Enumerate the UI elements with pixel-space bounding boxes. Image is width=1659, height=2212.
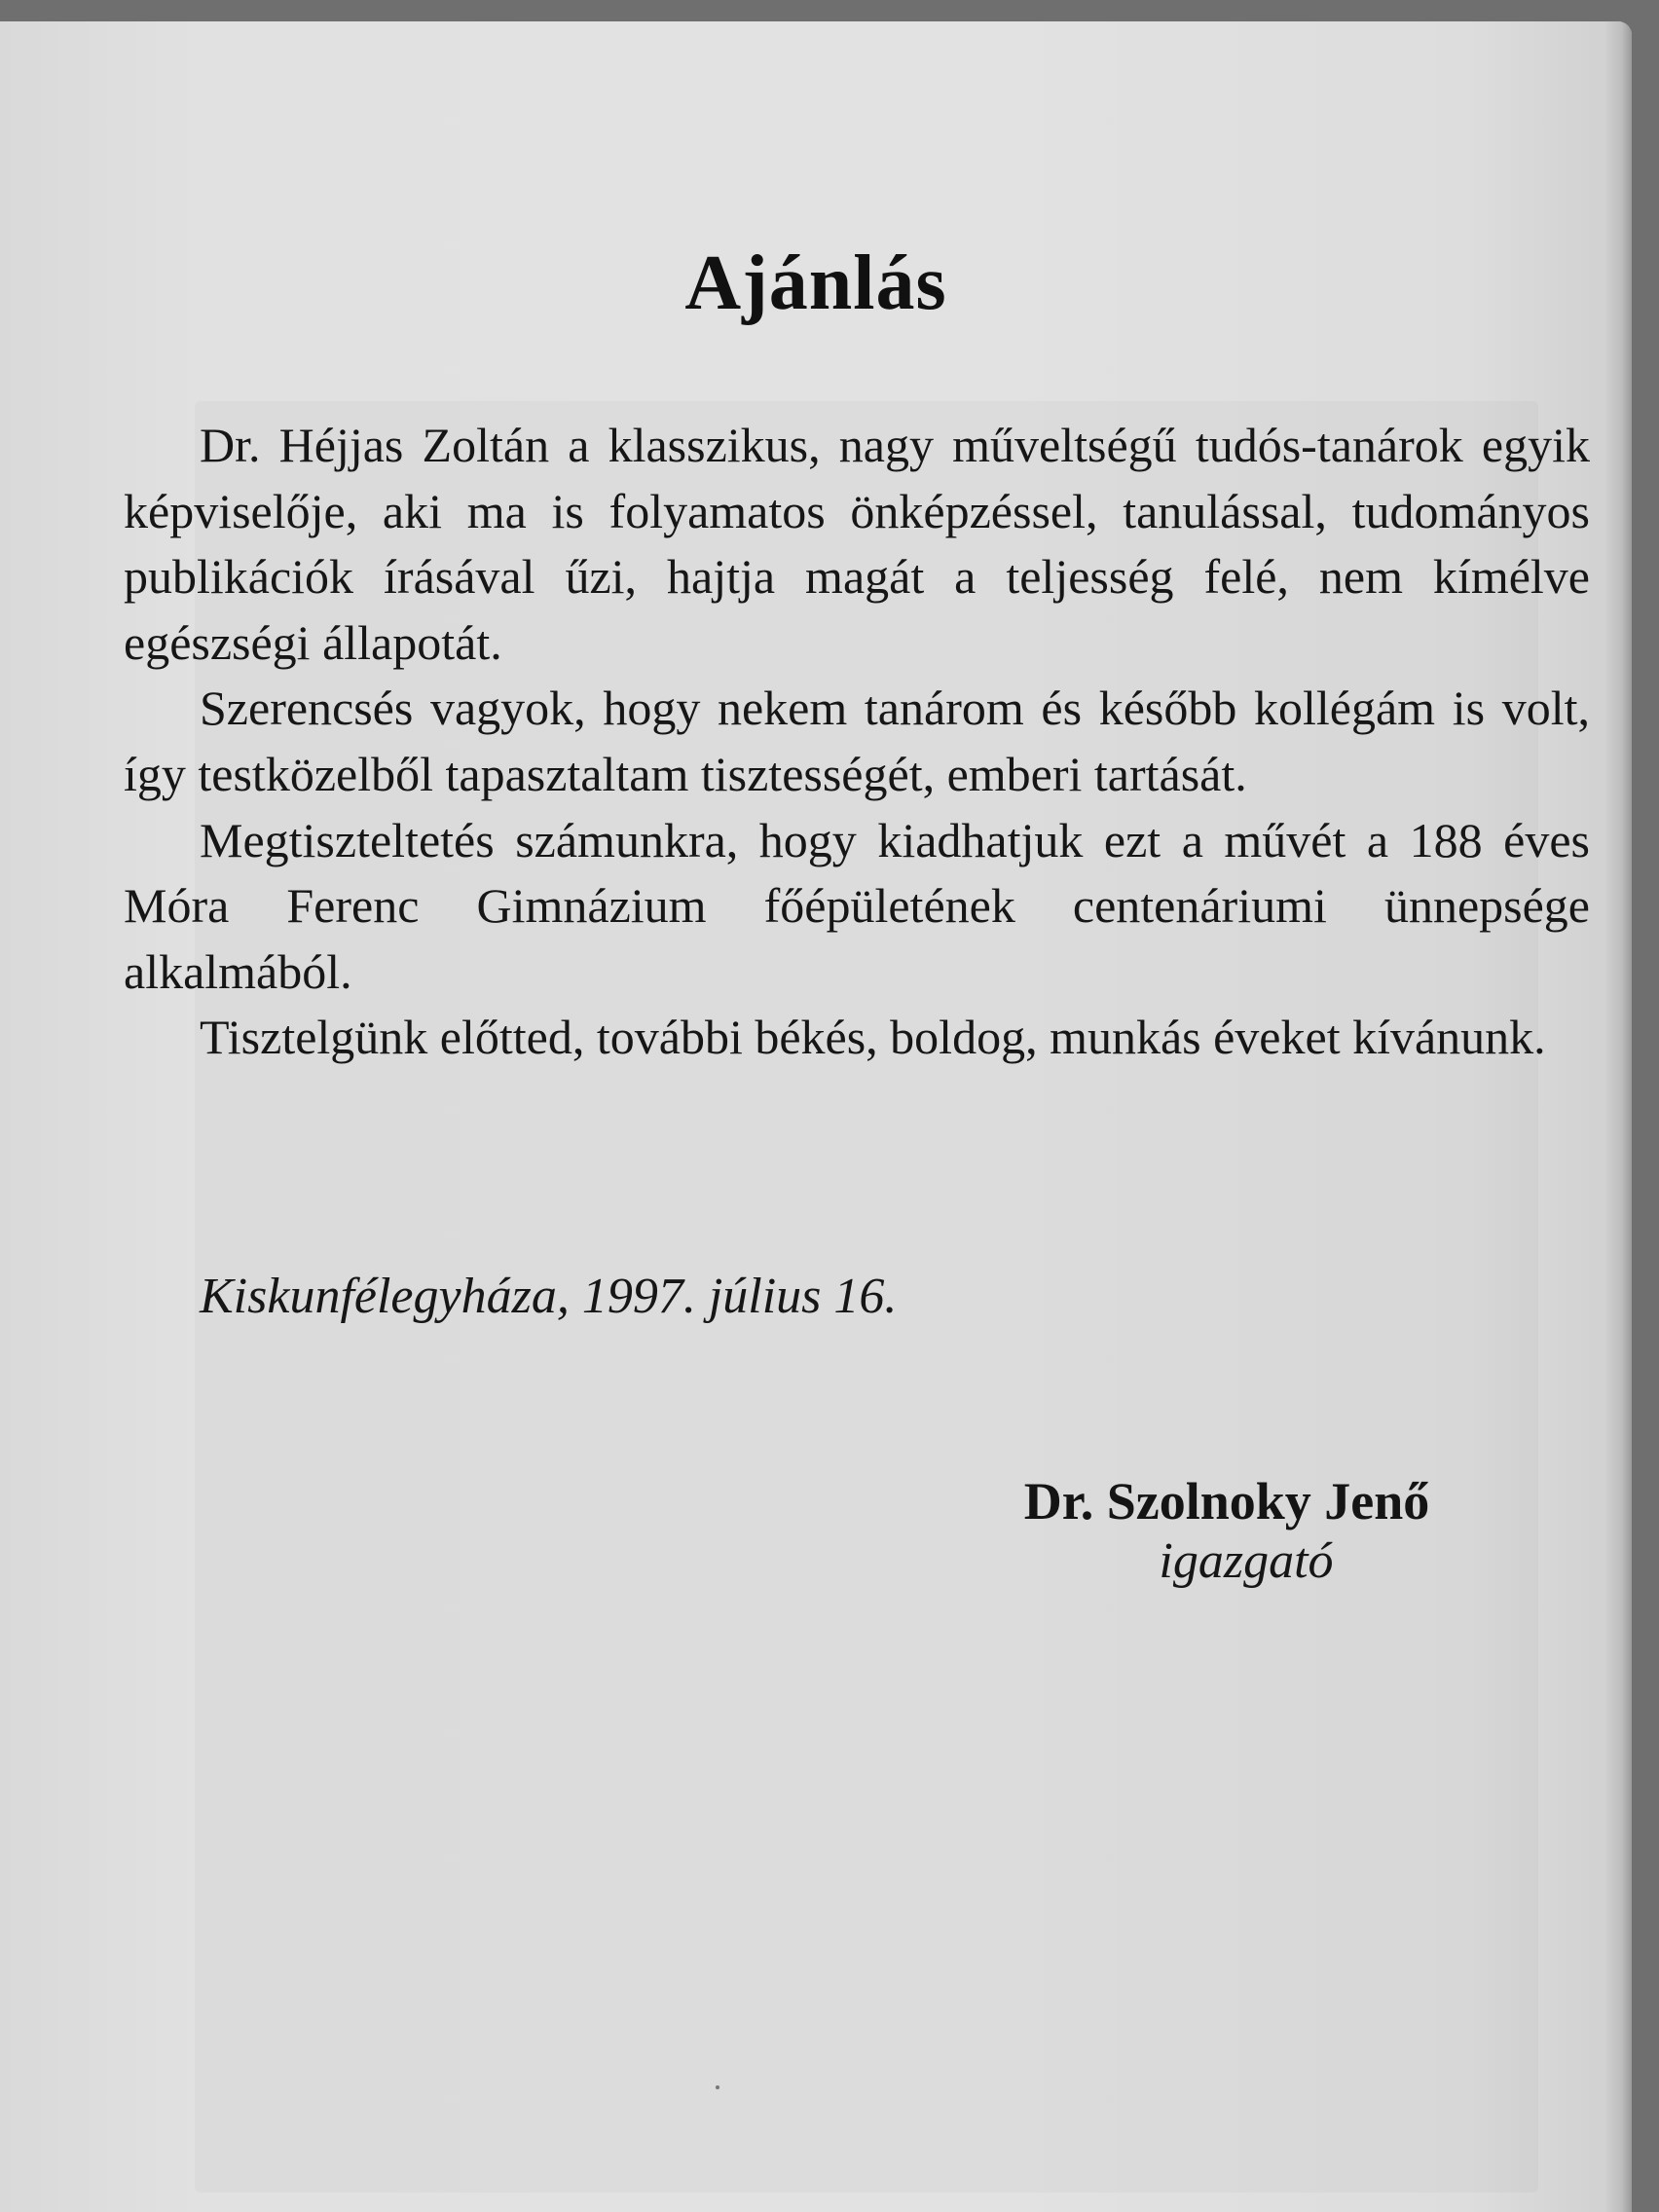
paragraph: Megtiszteltetés számunkra, hogy kiadhatjuk ezt a művét a 188 éves Móra Ferenc Gimnázium főépületének centenáriumi ünnepsége alkalmából. bbox=[124, 812, 1590, 999]
signer-name: Dr. Szolnoky Jenő bbox=[1023, 1472, 1430, 1530]
paragraph: Tisztelgünk előtted, további békés, boldog, munkás éveket kívánunk. bbox=[200, 1010, 1546, 1065]
recommendation-text bbox=[124, 413, 1590, 1071]
page-edge bbox=[1606, 21, 1632, 2212]
paragraph: Szerencsés vagyok, hogy nekem tanárom és később kollégám is volt, így testközelből tapasztaltam tisztességét, emberi tartását. bbox=[124, 681, 1590, 801]
place-and-date: Kiskunfélegyháza, 1997. július 16. bbox=[200, 1269, 898, 1324]
book-page bbox=[0, 21, 1632, 2212]
page-mark bbox=[716, 2085, 719, 2089]
signer-role: igazgató bbox=[1159, 1533, 1334, 1589]
page-title: Ajánlás bbox=[684, 240, 947, 326]
paragraph: Dr. Héjjas Zoltán a klasszikus, nagy műveltségű tudós-tanárok egyik képviselője, aki ma is folyamatos önképzéssel, tanulással, tudományos publikációk írásával űzi, hajtja magát a teljesség felé, nem kímélve egészségi állapotát. bbox=[124, 418, 1590, 670]
signature-block bbox=[983, 1470, 1470, 1591]
